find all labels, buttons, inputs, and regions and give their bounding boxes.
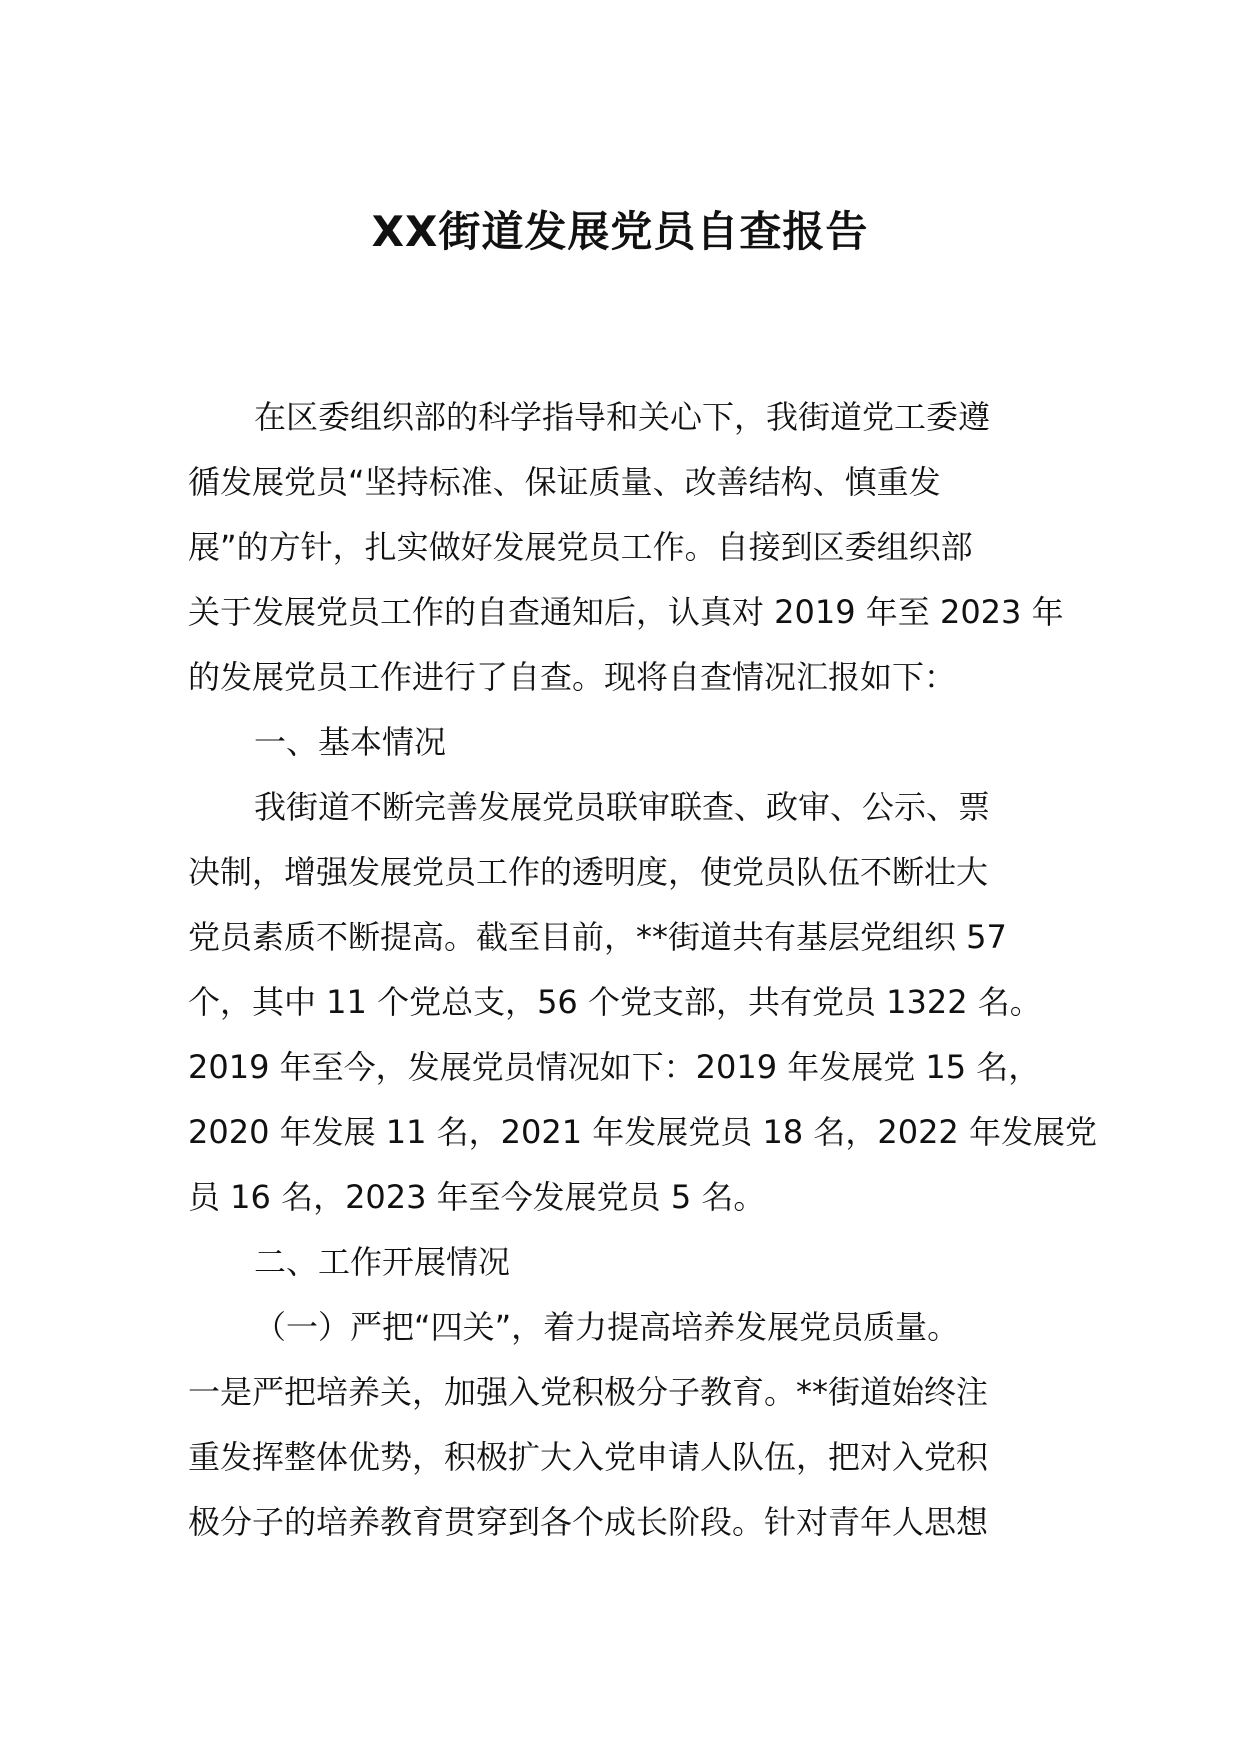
text-line: 重发挥整体优势，积极扩大入党申请人队伍，把对入党积 — [188, 1438, 989, 1476]
text-line: 2019 年至今，发展党员情况如下：2019 年发展党 15 名， — [188, 1048, 1041, 1086]
section-basic-paragraph — [188, 775, 1097, 1230]
text-line: 在区委组织部的科学指导和关心下，我街道党工委遵 — [254, 398, 991, 436]
section-heading-basic: 一、基本情况 — [254, 723, 447, 761]
document-body — [188, 385, 1097, 1555]
text-line: 党员素质不断提高。截至目前，**街道共有基层党组织 57 — [188, 918, 1007, 956]
section-heading-work: 二、工作开展情况 — [254, 1243, 511, 1281]
subsection-heading-four-gates: （一）严把“四关”，着力提高培养发展党员质量。 — [254, 1308, 960, 1346]
subsection-paragraph — [188, 1360, 1088, 1555]
text-line: 员 16 名，2023 年至今发展党员 5 名。 — [188, 1178, 766, 1216]
text-line: 关于发展党员工作的自查通知后，认真对 2019 年至 2023 年 — [188, 593, 1064, 631]
text-line: 决制，增强发展党员工作的透明度，使党员队伍不断壮大 — [188, 853, 989, 891]
text-line: 循发展党员“坚持标准、保证质量、改善结构、慎重发 — [188, 463, 941, 501]
text-line: 2020 年发展 11 名，2021 年发展党员 18 名，2022 年发展党 — [188, 1113, 1097, 1151]
intro-paragraph — [188, 385, 1088, 710]
text-line: 一是严把培养关，加强入党积极分子教育。**街道始终注 — [188, 1373, 989, 1411]
document-title: XX街道发展党员自查报告 — [371, 207, 869, 256]
text-line: 极分子的培养教育贯穿到各个成长阶段。针对青年人思想 — [188, 1503, 989, 1541]
text-line: 我街道不断完善发展党员联审联查、政审、公示、票 — [254, 788, 991, 826]
text-line: 个，其中 11 个党总支，56 个党支部，共有党员 1322 名。 — [188, 983, 1042, 1021]
text-line: 展”的方针，扎实做好发展党员工作。自接到区委组织部 — [188, 528, 973, 566]
text-line: 的发展党员工作进行了自查。现将自查情况汇报如下： — [188, 658, 957, 696]
